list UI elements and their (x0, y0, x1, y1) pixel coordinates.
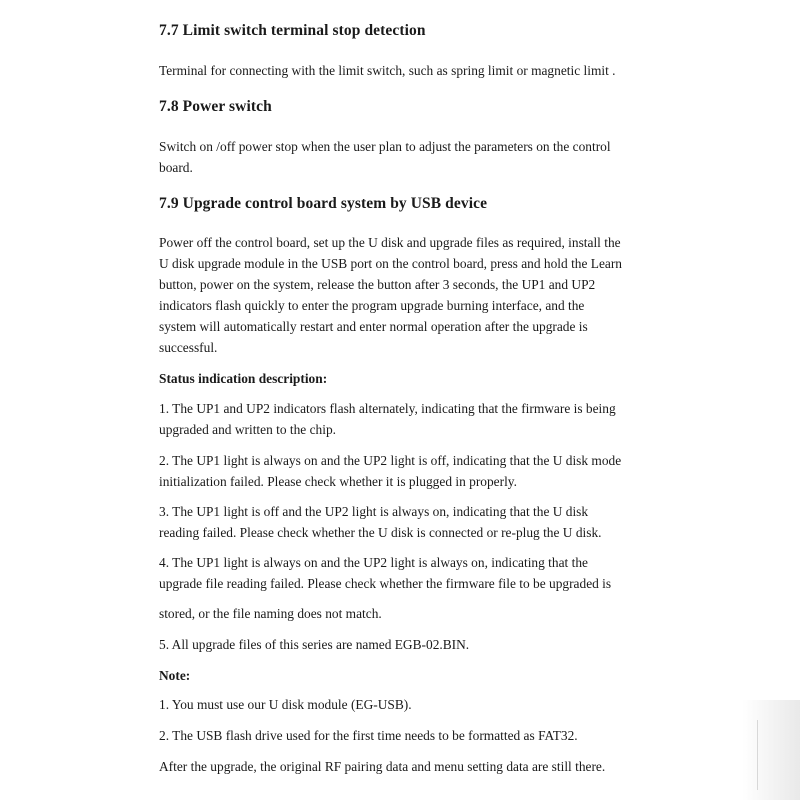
section-7-9-body-line-2: U disk upgrade module in the USB port on the control board, press and hold the Learn (159, 256, 622, 271)
section-7-9-body-line-5: system will automatically restart and enter normal operation after the upgrade is (159, 319, 588, 334)
section-7-8-heading: 7.8 Power switch (159, 98, 272, 115)
section-7-9-heading: 7.9 Upgrade control board system by USB device (159, 195, 488, 212)
status-item-3-line-1: 3. The UP1 light is off and the UP2 light is always on, indicating that the U disk (159, 504, 589, 519)
status-item-4-line-2: upgrade file reading failed. Please check whether the firmware file to be upgraded is (159, 576, 612, 591)
page-edge-shadow (742, 700, 800, 800)
note-closing-line: After the upgrade, the original RF pairing data and menu setting data are still there. (159, 759, 606, 774)
status-item-2-line-1: 2. The UP1 light is always on and the UP2 light is off, indicating that the U disk mode (159, 453, 622, 468)
status-item-4-line-1: 4. The UP1 light is always on and the UP2 light is always on, indicating that the (159, 555, 588, 570)
note-item-1: 1. You must use our U disk module (EG-USB). (159, 697, 412, 712)
section-7-9-body-line-4: indicators flash quickly to enter the program upgrade burning interface, and the (159, 298, 585, 313)
section-7-7-body-line-1: Terminal for connecting with the limit switch, such as spring limit or magnetic limit . (159, 63, 616, 78)
status-item-2-line-2: initialization failed. Please check whether it is plugged in properly. (159, 474, 517, 489)
status-item-4-line-3: stored, or the file naming does not match. (159, 606, 382, 621)
section-7-9-body-line-1: Power off the control board, set up the U disk and upgrade files as required, install the (159, 235, 621, 250)
status-item-3-line-2: reading failed. Please check whether the U disk is connected or re-plug the U disk. (159, 525, 602, 540)
status-item-5: 5. All upgrade files of this series are named EGB-02.BIN. (159, 637, 470, 652)
note-item-2: 2. The USB flash drive used for the first time needs to be formatted as FAT32. (159, 728, 578, 743)
section-7-9-body-line-3: button, power on the system, release the button after 3 seconds, the UP1 and UP2 (159, 277, 596, 292)
note-title: Note: (159, 668, 191, 683)
status-item-1-line-1: 1. The UP1 and UP2 indicators flash alternately, indicating that the firmware is being (159, 401, 616, 416)
section-7-7-heading: 7.7 Limit switch terminal stop detection (159, 22, 426, 39)
section-7-9-body-line-6: successful. (159, 340, 218, 355)
status-item-1-line-2: upgraded and written to the chip. (159, 422, 337, 437)
section-7-8-body-line-1: Switch on /off power stop when the user plan to adjust the parameters on the control (159, 139, 611, 154)
section-7-8-body-line-2: board. (159, 160, 193, 175)
status-description-title: Status indication description: (159, 371, 328, 386)
